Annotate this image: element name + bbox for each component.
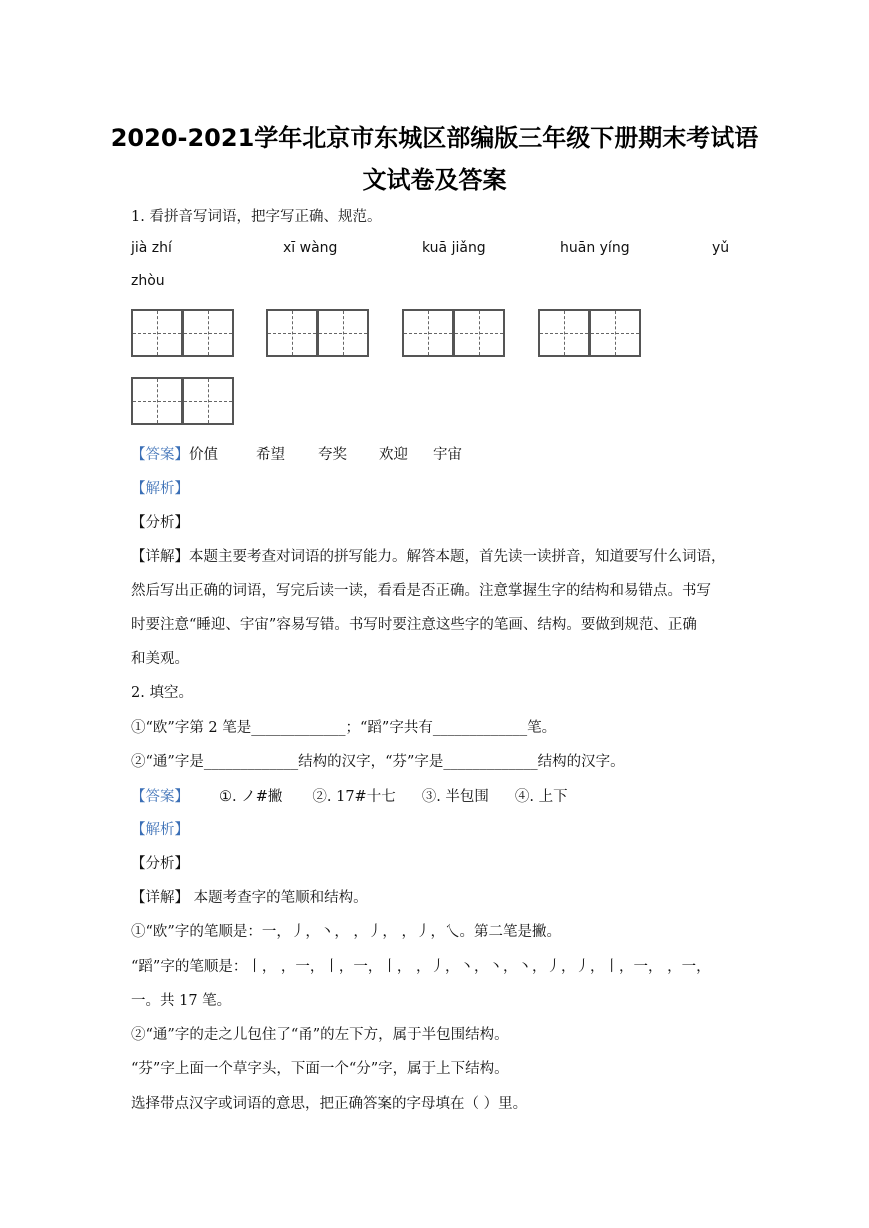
writing-grid-5 — [131, 377, 234, 423]
q2-detail-line5: ②“通”字的走之儿包住了“甬”的左下方，属于半包围结构。 — [131, 1027, 509, 1043]
q2-detail-line2: ①“欧”字的笔顺是：一，丿，丶， ，丿， ，丿，乀。第二笔是撇。 — [131, 924, 562, 940]
q1-pinyin-5a: yǔ — [712, 240, 730, 256]
q2-analysis-tag: 【解析】 — [131, 822, 189, 838]
q2-answer-3: ③. 半包围 — [421, 789, 489, 805]
q2-detail-line6: “芬”字上面一个草字头，下面一个“分”字，属于上下结构。 — [131, 1061, 509, 1077]
q3-instruction: 选择带点汉字或词语的意思，把正确答案的字母填在（ ）里。 — [131, 1096, 528, 1112]
writing-grid-1 — [131, 309, 234, 355]
q2-line1: ①“欧”字第 2 笔是_____________；“蹈”字共有_____________笔。 — [131, 720, 557, 736]
q2-line2: ②“通”字是_____________结构的汉字，“芬”字是_____________结构的汉字。 — [131, 754, 625, 770]
writing-grid-4 — [538, 309, 641, 355]
q1-analysis-tag: 【解析】 — [131, 481, 189, 497]
q2-detail-line3: “蹈”字的笔顺是：丨， ，一，丨，一，丨， ，丿，丶，丶，丶，丿，丿，丨，一， ，一， — [131, 959, 711, 975]
q2-answer-1: ①. ノ#撇 — [219, 789, 283, 805]
writing-grid-2 — [266, 309, 369, 355]
q1-detail-line4: 和美观。 — [131, 651, 189, 667]
q1-answer-1: 价值 — [189, 447, 218, 463]
answer-tag: 【答案】 — [131, 789, 189, 805]
q1-answer-2: 希望 — [256, 447, 285, 463]
q1-pinyin-5b: zhòu — [131, 273, 165, 289]
q1-answer-line — [131, 443, 462, 464]
q1-detail-line1: 【详解】本题主要考查对词语的拼写能力。解答本题，首先读一读拼音，知道要写什么词语， — [131, 549, 726, 565]
q2-stem: 2. 填空。 — [131, 685, 193, 701]
q1-detail-line2: 然后写出正确的词语，写完后读一读，看看是否正确。注意掌握生字的结构和易错点。书写 — [131, 583, 711, 599]
writing-grid-3 — [402, 309, 505, 355]
q2-detail-line1: 【详解】 本题考查字的笔顺和结构。 — [131, 890, 368, 906]
q1-answer-5: 宇宙 — [433, 447, 462, 463]
q2-answer-line — [131, 785, 568, 806]
q2-detail-line4: 一。共 17 笔。 — [131, 993, 232, 1009]
q2-fenxi-tag: 【分析】 — [131, 856, 189, 872]
q1-pinyin-3: kuā jiǎng — [422, 240, 486, 256]
q1-stem: 1. 看拼音写词语，把字写正确、规范。 — [131, 209, 382, 225]
document-title-line2: 文试卷及答案 — [362, 166, 507, 194]
document-title-line1: 2020-2021学年北京市东城区部编版三年级下册期末考试语 — [110, 124, 759, 152]
q1-fenxi-tag: 【分析】 — [131, 515, 189, 531]
q1-detail-line3: 时要注意“睡迎、宇宙”容易写错。书写时要注意这些字的笔画、结构。要做到规范、正确 — [131, 617, 697, 633]
q1-answer-3: 夸奖 — [318, 447, 347, 463]
q1-pinyin-4: huān yíng — [560, 240, 630, 256]
q1-pinyin-1: jià zhí — [131, 240, 172, 256]
q2-answer-4: ④. 上下 — [514, 789, 568, 805]
answer-tag: 【答案】 — [131, 447, 189, 463]
q2-answer-2: ②. 17#十七 — [312, 789, 396, 805]
q1-answer-4: 欢迎 — [379, 447, 408, 463]
q1-pinyin-2: xī wàng — [283, 240, 338, 256]
